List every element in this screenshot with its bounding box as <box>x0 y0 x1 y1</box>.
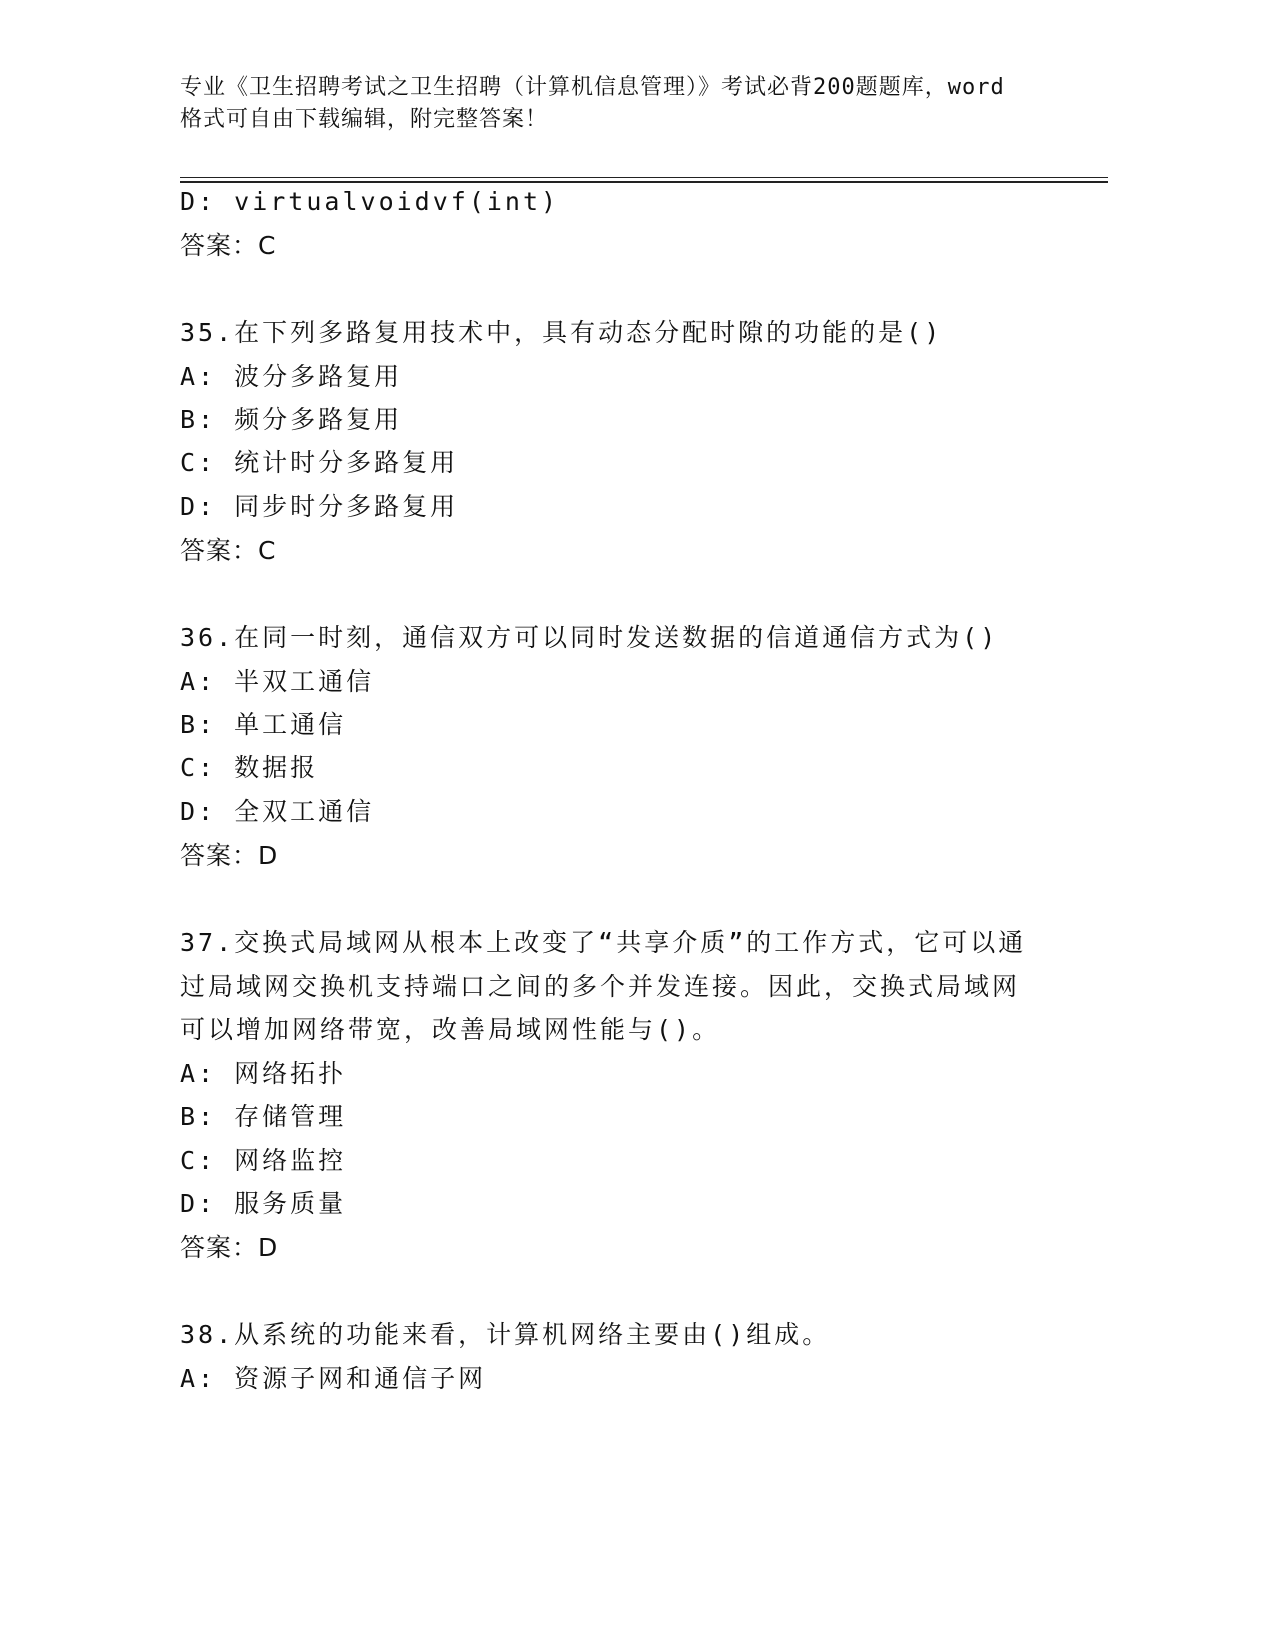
question-38-option-a: A: 资源子网和通信子网 <box>180 1364 487 1393</box>
header-divider-thick <box>180 181 1108 183</box>
document-header <box>180 72 1080 136</box>
prev-question-answer: 答案：C <box>180 231 277 260</box>
question-35-answer: 答案：C <box>180 536 277 565</box>
header-title-line-1: 专业《卫生招聘考试之卫生招聘（计算机信息管理）》考试必背200题题库，word <box>180 75 1005 100</box>
question-36-option-d: D: 全双工通信 <box>180 797 375 826</box>
question-36-option-c: C: 数据报 <box>180 753 319 782</box>
question-37-option-c: C: 网络监控 <box>180 1146 347 1175</box>
header-divider-thin <box>180 177 1108 178</box>
question-35-option-a: A: 波分多路复用 <box>180 362 403 391</box>
question-35-option-b: B: 频分多路复用 <box>180 405 403 434</box>
question-36-stem: 36.在同一时刻，通信双方可以同时发送数据的信道通信方式为() <box>180 623 999 652</box>
question-37-option-a: A: 网络拓扑 <box>180 1059 347 1088</box>
question-36-option-b: B: 单工通信 <box>180 710 347 739</box>
question-37-stem-line-3: 可以增加网络带宽，改善局域网性能与()。 <box>180 1015 721 1044</box>
question-35-option-d: D: 同步时分多路复用 <box>180 492 459 521</box>
question-35-stem: 35.在下列多路复用技术中，具有动态分配时隙的功能的是() <box>180 318 943 347</box>
prev-question-option-d: D: virtualvoidvf(int) <box>180 187 560 216</box>
question-38-stem: 38.从系统的功能来看，计算机网络主要由()组成。 <box>180 1320 831 1349</box>
question-37-stem-line-2: 过局域网交换机支持端口之间的多个并发连接。因此，交换式局域网 <box>180 972 1021 1001</box>
question-37-stem-line-1: 37.交换式局域网从根本上改变了“共享介质”的工作方式，它可以通 <box>180 928 1027 957</box>
question-36-option-a: A: 半双工通信 <box>180 667 375 696</box>
header-title-line-2: 格式可自由下载编辑，附完整答案！ <box>180 107 549 132</box>
question-35-option-c: C: 统计时分多路复用 <box>180 448 459 477</box>
question-37-option-b: B: 存储管理 <box>180 1102 347 1131</box>
question-37-answer: 答案：D <box>180 1233 279 1262</box>
question-36-answer: 答案：D <box>180 841 279 870</box>
question-37-option-d: D: 服务质量 <box>180 1189 347 1218</box>
